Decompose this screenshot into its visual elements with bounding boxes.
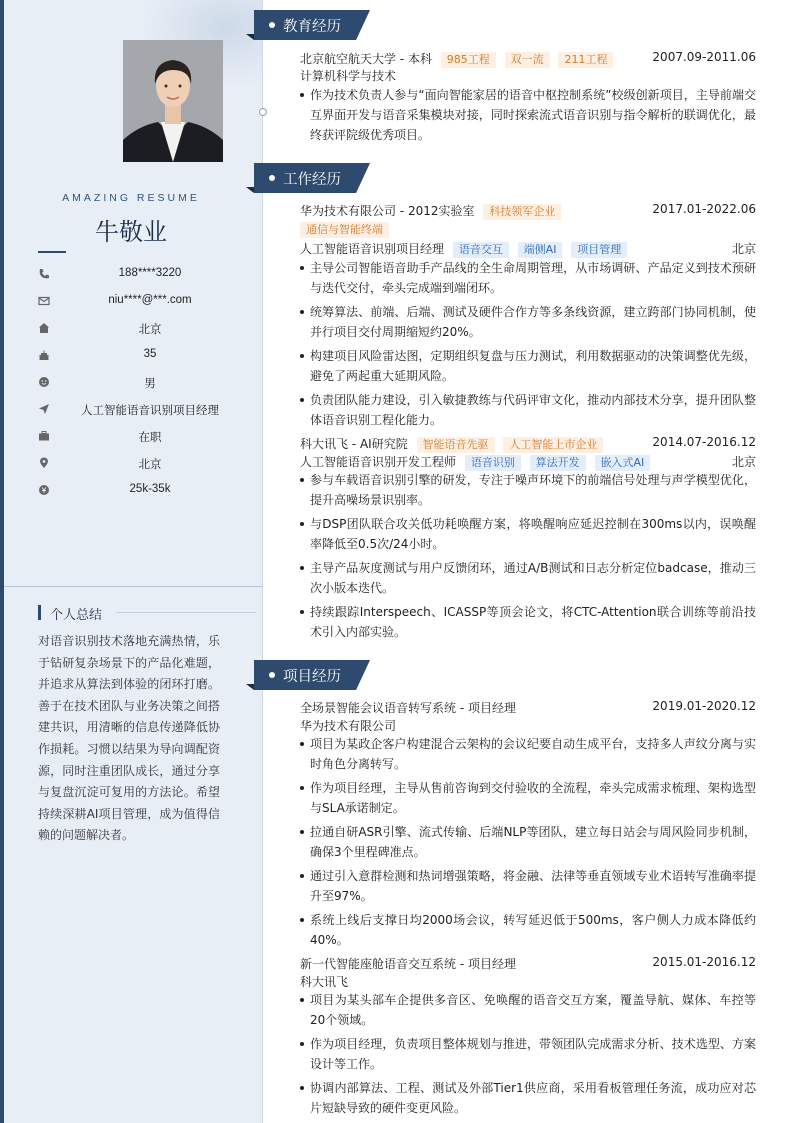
home-icon (38, 322, 50, 334)
sidebar-edge (0, 0, 4, 1123)
role-tag: 算法开发 (530, 455, 586, 471)
job-company-line (300, 435, 603, 453)
avatar-photo (123, 40, 223, 162)
job-role-line (300, 453, 650, 471)
job-bullets (300, 470, 756, 646)
company-tag: 人工智能上市企业 (503, 437, 603, 453)
list-item: 作为项目经理，主导从售前咨询到交付验收的全流程，牵头完成需求梳理、架构选型与SLA承诺制定。 (300, 778, 756, 818)
ribbon-fold (246, 34, 254, 40)
info-text: 188****3220 (118, 267, 182, 279)
role-tag: 项目管理 (571, 242, 627, 258)
section-header-education (246, 10, 794, 40)
job-role: 人工智能语音识别开发工程师 (300, 455, 457, 469)
info-text: 25k-35k (129, 483, 171, 495)
project-header-row (300, 954, 756, 972)
ribbon-dot (269, 175, 275, 181)
info-text: niu****@***.com (108, 294, 192, 306)
education-major: 计算机科学与技术 (300, 69, 397, 83)
section-title: 教育经历 (283, 19, 341, 35)
section-header-projects (246, 660, 794, 690)
school-tag: 985工程 (441, 52, 496, 68)
info-text: 北京 (138, 459, 162, 471)
project-date: 2019.01-2020.12 (652, 699, 756, 713)
list-item: 持续跟踪Interspeech、ICASSP等顶会论文，将CTC-Attention联合训练等前沿技术引入内部实验。 (300, 602, 756, 642)
info-text: 北京 (138, 324, 162, 336)
project-name: 全场景智能会议语音转写系统 - 项目经理 (300, 701, 516, 715)
job-company: 华为技术有限公司 - 2012实验室 (300, 204, 475, 218)
section-header-work (246, 163, 794, 193)
job-role-row (300, 452, 756, 470)
project-bullets (300, 990, 756, 1122)
list-item: 项目为某头部车企提供多音区、免唤醒的语音交互方案，覆盖导航、媒体、车控等20个领域。 (300, 990, 756, 1030)
info-age (38, 346, 248, 366)
phone-icon (38, 268, 50, 280)
summary-header (38, 604, 228, 622)
info-gender (38, 373, 248, 393)
project-org: 华为技术有限公司 (300, 719, 397, 733)
list-item: 负责团队能力建设，引入敏捷教练与代码评审文化，推动内部技术分享，提升团队整体语音识别工程化能力。 (300, 390, 756, 430)
company-tag: 科技领军企业 (483, 204, 561, 220)
info-text: 人工智能语音识别项目经理 (81, 405, 219, 417)
job-extra-tags (300, 222, 389, 238)
job-company: 科大讯飞 - AI研究院 (300, 437, 408, 451)
sidebar-divider (4, 586, 262, 587)
education-bullets (300, 85, 756, 149)
job-date: 2014.07-2016.12 (652, 435, 756, 449)
list-item: 协调内部算法、工程、测试及外部Tier1供应商，采用看板管理任务流，成功应对芯片短缺导致的硬件变更风险。 (300, 1078, 756, 1118)
role-tag: 语音识别 (465, 455, 521, 471)
job-header-row (300, 434, 756, 452)
job-header-row (300, 201, 756, 219)
list-item: 项目为某政企客户构建混合云架构的会议纪要自动生成平台，支持多人声纹分离与实时角色分离转写。 (300, 734, 756, 774)
list-item: 统筹算法、前端、后端、测试及硬件合作方等多条线资源，建立跨部门协同机制，使并行项目交付周期缩短约20%。 (300, 302, 756, 342)
summary-text: 对语音识别技术落地充满热情，乐于钻研复杂场景下的产品化难题，并追求从算法到体验的闭环打磨。善于在技术团队与业务决策之间搭建共识，用清晰的信息传递降低协作损耗。习惯以结果为导向调配资源，同时注重团队成长，通过分享与复盘沉淀可复用的方法论。希望持续深耕AI项目管理，成为值得信赖的问题解决者。 (38, 634, 220, 843)
location-pin-icon (38, 457, 50, 469)
info-target-role (38, 400, 248, 420)
list-item: 系统上线后支撑日均2000场会议，转写延迟低于500ms，客户侧人力成本降低约40%。 (300, 910, 756, 950)
job-company-line (300, 202, 561, 220)
role-tag: 嵌入式AI (595, 455, 651, 471)
ribbon-fold (246, 684, 254, 690)
company-tag: 智能语音先驱 (417, 437, 495, 453)
education-header-row (300, 49, 756, 67)
job-date: 2017.01-2022.06 (652, 202, 756, 216)
job-tag-row (300, 221, 756, 239)
info-status (38, 427, 248, 447)
project-bullets (300, 734, 756, 954)
info-home (38, 319, 248, 339)
list-item: 通过引入意群检测和热词增强策略，将金融、法律等垂直领域专业术语转写准确率提升至97%。 (300, 866, 756, 906)
money-icon (38, 484, 50, 496)
send-icon (38, 403, 50, 415)
list-item: 作为项目经理，负责项目整体规划与推进，带领团队完成需求分析、技术选型、方案设计等工作。 (300, 1034, 756, 1074)
project-date: 2015.01-2016.12 (652, 955, 756, 969)
smiley-icon (38, 376, 50, 388)
job-role-line (300, 240, 627, 258)
resume-tagline: AMAZING RESUME (62, 192, 200, 204)
info-text: 男 (144, 378, 156, 390)
cake-icon (38, 349, 50, 361)
briefcase-icon (38, 430, 50, 442)
list-item: 主导产品灰度测试与用户反馈闭环，通过A/B测试和日志分析定位badcase，推动三次小版本迭代。 (300, 558, 756, 598)
list-item: 拉通自研ASR引擎、流式传输、后端NLP等团队，建立每日站会与周风险同步机制，确保3个里程碑准点。 (300, 822, 756, 862)
info-location (38, 454, 248, 474)
section-title: 工作经历 (283, 172, 341, 188)
mail-icon (38, 295, 50, 307)
school-tag: 211工程 (558, 52, 613, 68)
role-tag: 语音交互 (453, 242, 509, 258)
summary-header-line (116, 612, 256, 613)
school-tag: 双一流 (505, 52, 550, 68)
project-name: 新一代智能座舱语音交互系统 - 项目经理 (300, 957, 516, 971)
job-role: 人工智能语音识别项目经理 (300, 242, 445, 256)
section-title: 项目经历 (283, 669, 341, 685)
candidate-name: 牛敬业 (95, 218, 167, 246)
project-org-row (300, 972, 756, 990)
list-item: 参与车载语音识别引擎的研发，专注于噪声环境下的前端信号处理与声学模型优化，提升高噪场景识别率。 (300, 470, 756, 510)
sidebar (0, 0, 263, 1123)
education-date: 2007.09-2011.06 (652, 50, 756, 64)
list-item: 构建项目风险雷达图，定期组织复盘与压力测试，利用数据驱动的决策调整优先级，避免了两起重大延期风险。 (300, 346, 756, 386)
summary-title: 个人总结 (50, 608, 103, 623)
role-tag: 端侧AI (518, 242, 563, 258)
list-item: 与DSP团队联合攻关低功耗唤醒方案，将唤醒响应延迟控制在300ms以内，误唤醒率降低至0.5次/24小时。 (300, 514, 756, 554)
school-name: 北京航空航天大学 - 本科 (300, 52, 432, 66)
project-header-row (300, 698, 756, 716)
education-major-row (300, 66, 756, 84)
ribbon-dot (269, 672, 275, 678)
job-role-row (300, 239, 756, 257)
info-phone (38, 265, 248, 285)
name-underline (38, 251, 66, 253)
ribbon-dot (269, 22, 275, 28)
company-tag: 通信与智能终端 (300, 222, 389, 238)
list-item: 主导公司智能语音助手产品线的全生命周期管理，从市场调研、产品定义到技术预研与迭代交付，牵头完成端到端闭环。 (300, 258, 756, 298)
list-item: 作为技术负责人参与“面向智能家居的语音中枢控制系统”校级创新项目，主导前端交互界面开发与语音采集模块对接，同时探索流式语音识别与指令解析的联调优化，最终获评院级优秀项目。 (300, 85, 756, 145)
job-city: 北京 (731, 455, 756, 469)
info-text: 在职 (138, 432, 162, 444)
info-salary (38, 481, 248, 501)
info-text: 35 (143, 348, 157, 360)
project-org: 科大讯飞 (300, 975, 349, 989)
timeline-node (259, 108, 267, 116)
job-city: 北京 (731, 242, 756, 256)
summary-header-bar (38, 605, 41, 620)
info-email (38, 292, 248, 312)
project-org-row (300, 716, 756, 734)
job-bullets (300, 258, 756, 434)
ribbon-fold (246, 187, 254, 193)
